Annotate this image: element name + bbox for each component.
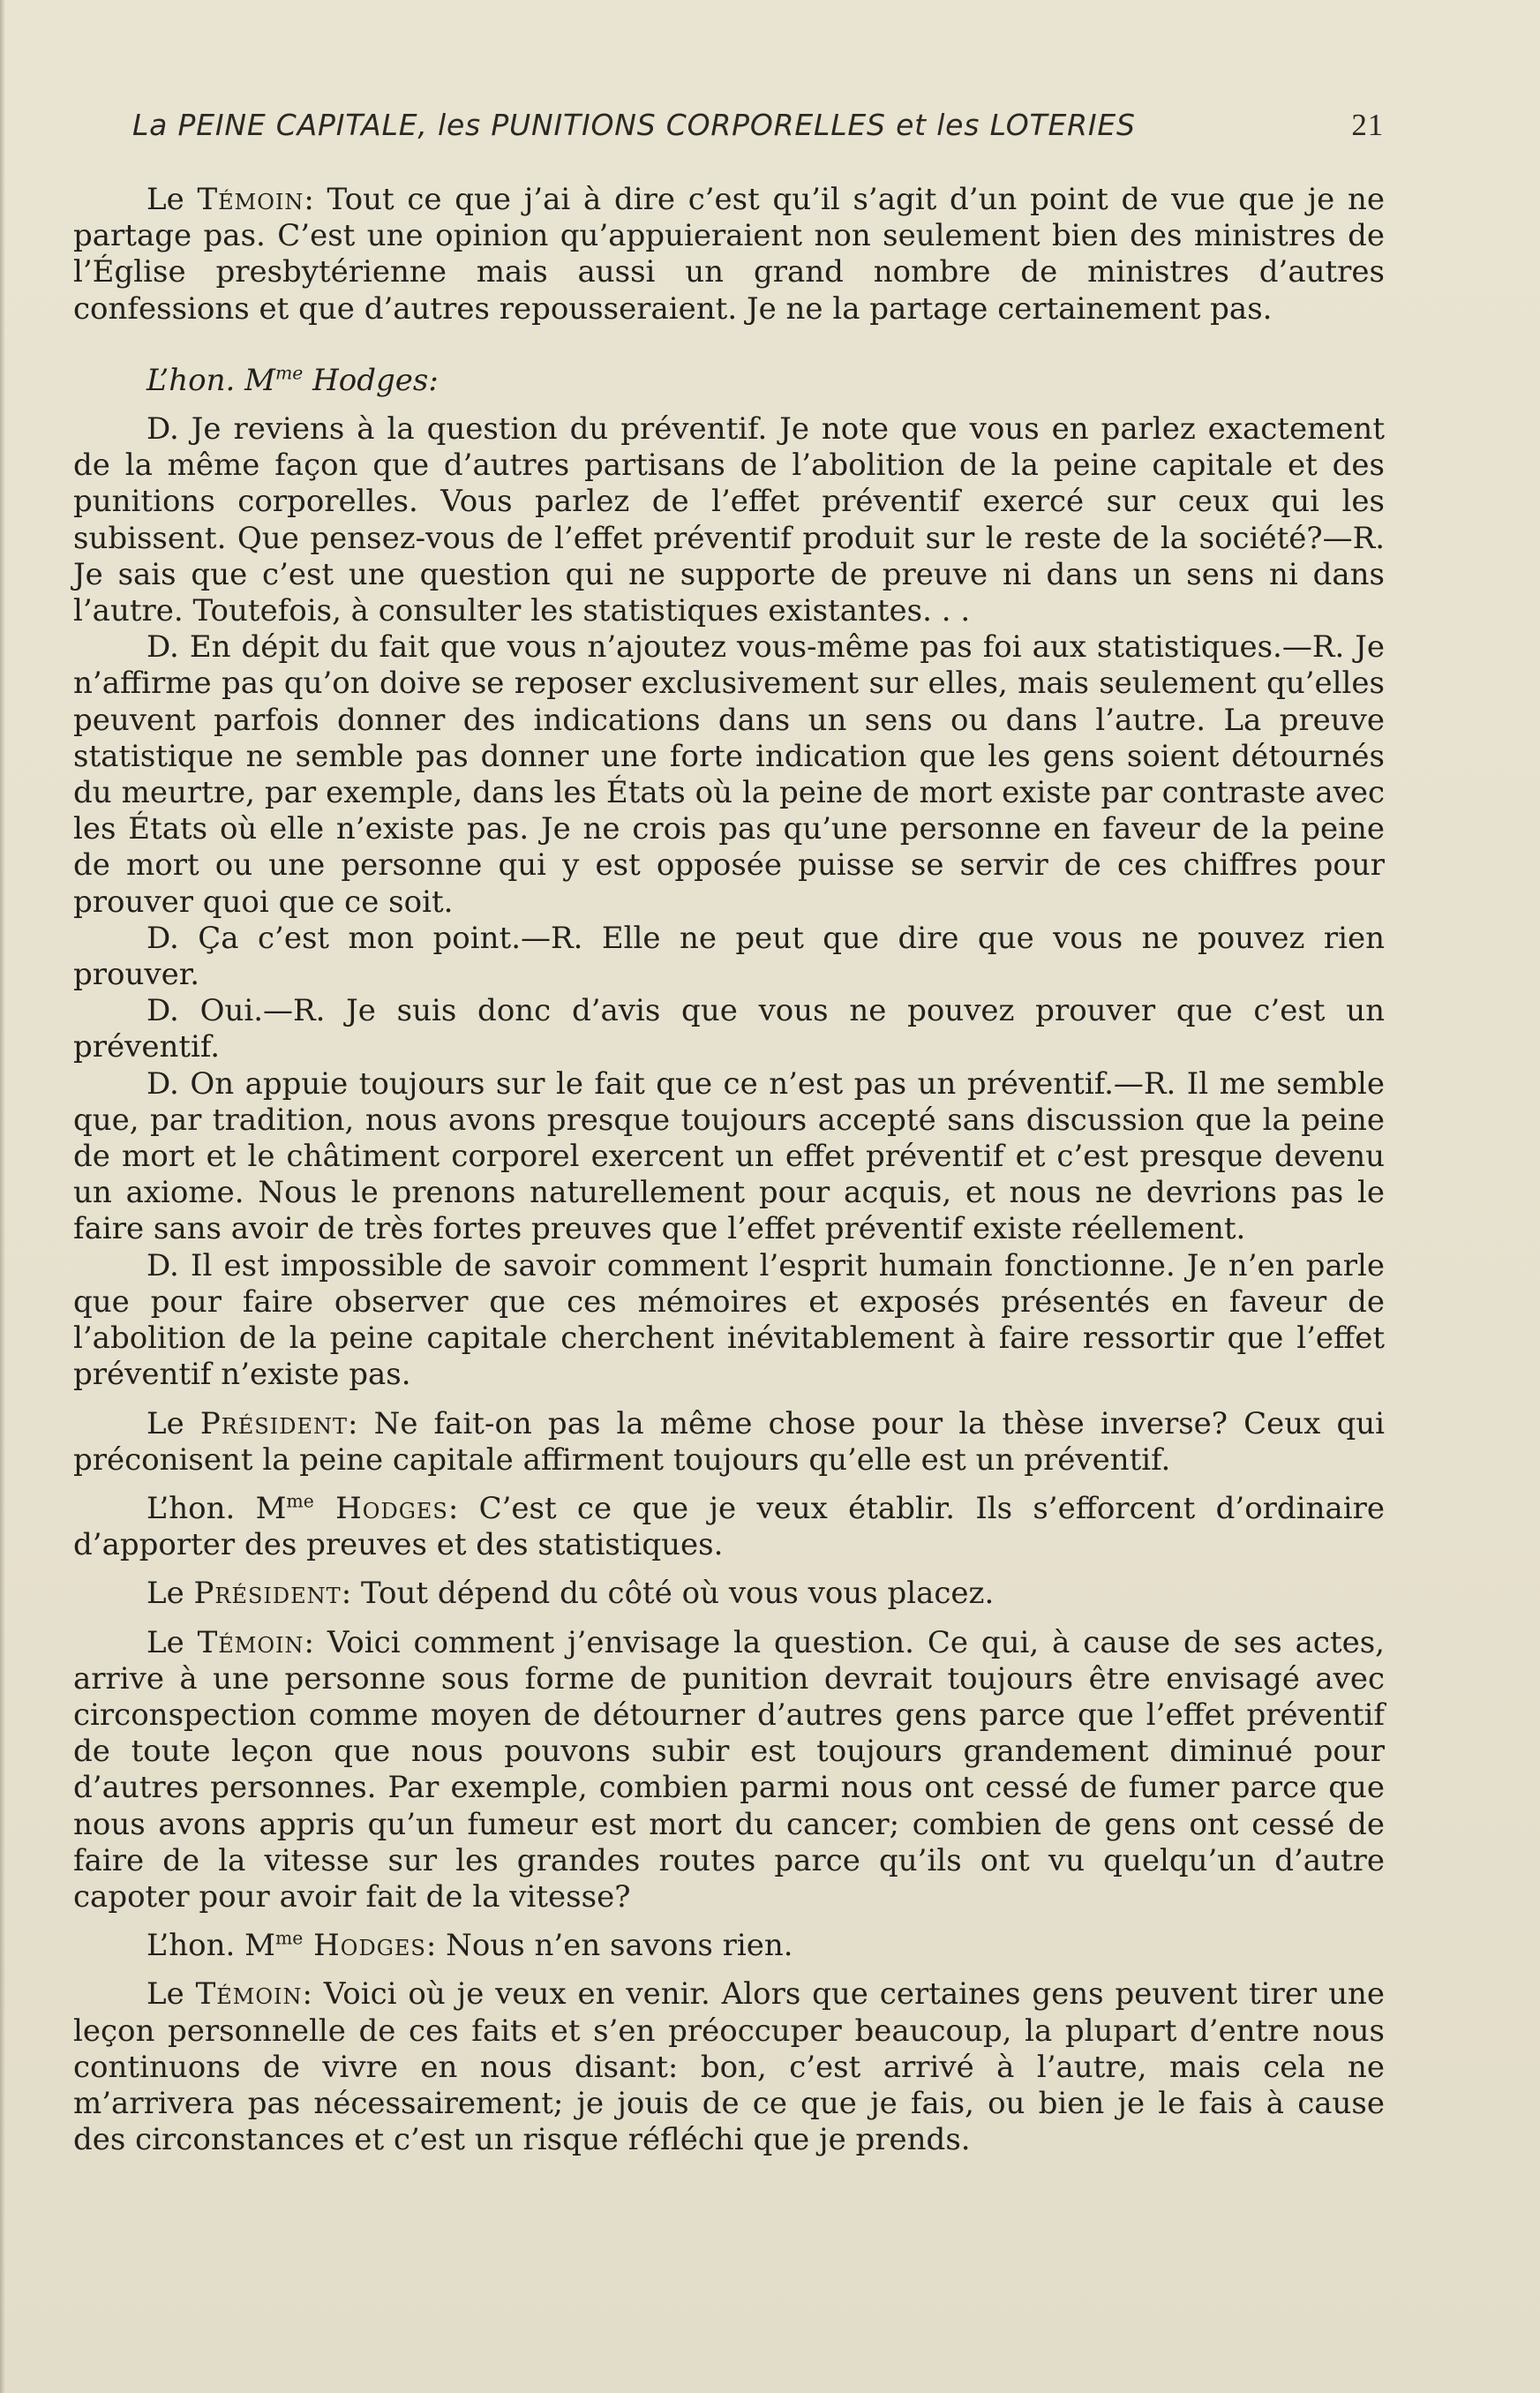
speaker-prefix: Le [146,1976,196,2013]
page-edge-shadow [0,0,5,2393]
running-header [132,108,1384,147]
header-title-les: les [427,108,492,142]
paragraph-temoin-2 [73,1625,1385,1916]
paragraph-text: : Nous n’en savons rien. [425,1928,793,1964]
paragraph-president-2 [73,1576,1385,1612]
speaker-name: Président [199,1405,348,1441]
speaker-sup: me [274,1927,304,1949]
paragraph-question-5: D. On appuie toujours sur le fait que ce n’est pas un préventif.—R. Il me semble que, par tradition, nous avons presque toujours accepté sans discussion que la peine de mort et le châtiment corporel exercent un effet préventif et c’est presque devenu un axiome. Nous le prenons naturellement pour acquis, et nous ne devrions pas le faire sans avoir de très fortes preuves que l’effet préventif existe réellement. [73,1065,1385,1247]
paragraph-president-1 [73,1406,1385,1479]
speaker-name: Président [193,1576,342,1612]
speaker-prefix: Le [146,1624,198,1660]
speaker-name: Témoin [197,182,304,217]
speaker-name: Hodges [303,1928,426,1964]
paragraph-text: : Tout ce que j’ai à dire c’est qu’il s’agit d’un point de vue que je ne partage pas. C’est une opinion qu’appuieraient non seulement bien des ministres de l’Église presbytérienne mais aussi un grand nombre de ministres d’autres confessions et que d’autres repousseraient. Je ne la partage certainement pas. [73,182,1385,327]
speaker-prefix: Le [146,182,198,217]
paragraph-question-6: D. Il est impossible de savoir comment l’esprit humain fonctionne. Je n’en parle que pour faire observer que ces mémoires et exposés présentés en faveur de l’abolition de la peine capitale cherchent inévitablement à faire ressortir que l’effet préventif n’existe pas. [73,1247,1385,1393]
paragraph-temoin-1 [73,182,1385,327]
header-title-loteries: LOTERIES [989,108,1136,142]
speaker-heading-sup: me [274,362,304,384]
header-title-la: La [132,108,178,142]
paragraph-text: : Ne fait-on pas la même chose pour la thèse inverse? Ceux qui préconisent la peine capitale affirment toujours qu’elle est un préventif. [73,1405,1385,1478]
header-title-peine-capitale: PEINE CAPITALE, [177,108,428,142]
paragraph-text: : Tout dépend du côté où vous vous placez. [341,1576,995,1612]
speaker-name: Hodges [313,1490,448,1526]
speaker-sup: me [286,1490,314,1512]
paragraph-hodges-2 [73,1928,1385,1964]
speaker-prefix: L’hon. M [146,1928,275,1964]
header-title-punitions: PUNITIONS CORPORELLES [491,108,886,142]
header-title-et-les: et les [885,108,990,142]
paragraph-hodges-1 [73,1491,1385,1563]
paragraph-question-1: D. Je reviens à la question du préventif. Je note que vous en parlez exactement de la même façon que d’autres partisans de l’abolition de la peine capitale et des punitions corporelles. Vous parlez de l’effet préventif exercé sur ceux qui les subissent. Que pensez-vous de l’effet préventif produit sur le reste de la société?—R. Je sais que c’est une question qui ne supporte de preuve ni dans un sens ni dans l’autre. Toutefois, à consulter les statistiques existantes. . . [73,411,1385,629]
paragraph-text: : Voici où je veux en venir. Alors que certaines gens peuvent tirer une leçon personnelle de ces faits et s’en préoccuper beaucoup, la plupart d’entre nous continuons de vivre en nous disant: bon, c’est arrivé à l’autre, mais cela ne m’arrivera pas nécessairement; je jouis de ce que je fais, ou bien je le fais à cause des circonstances et c’est un risque réfléchi que je prends. [73,1976,1385,2158]
speaker-prefix: Le [146,1405,200,1441]
speaker-heading-hodges [73,363,1385,399]
paragraph-temoin-3 [73,1976,1385,2158]
speaker-heading-post: Hodges: [303,362,439,398]
paragraph-question-3: D. Ça c’est mon point.—R. Elle ne peut que dire que vous ne pouvez rien prouver. [73,920,1385,993]
speaker-name: Témoin [197,1624,304,1660]
header-title [132,108,1136,142]
page-number: 21 [1351,108,1384,142]
paragraph-text: : C’est ce que je veux établir. Ils s’efforcent d’ordinaire d’apporter des preuves et des statistiques. [73,1490,1385,1563]
speaker-prefix: Le [146,1576,194,1612]
speaker-heading-pre: L’hon. M [146,362,275,398]
document-body [73,182,1385,2158]
speaker-prefix: L’hon. M [146,1490,287,1526]
paragraph-question-4: D. Oui.—R. Je suis donc d’avis que vous ne pouvez prouver que c’est un préventif. [73,993,1385,1065]
speaker-name: Témoin [195,1976,303,2013]
paragraph-question-2: D. En dépit du fait que vous n’ajoutez vous-même pas foi aux statistiques.—R. Je n’affirme pas qu’on doive se reposer exclusivement sur elles, mais seulement qu’elles peuvent parfois donner des indications dans un sens ou dans l’autre. La preuve statistique ne semble pas donner une forte indication que les gens soient détournés du meurtre, par exemple, dans les États où la peine de mort existe par contraste avec les États où elle n’existe pas. Je ne crois pas qu’une personne en faveur de la peine de mort ou une personne qui y est opposée puisse se servir de ces chiffres pour prouver quoi que ce soit. [73,629,1385,920]
paragraph-text: : Voici comment j’envisage la question. Ce qui, à cause de ses actes, arrive à une personne sous forme de punition devrait toujours être envisagé avec circonspection comme moyen de détourner d’autres gens parce que l’effet préventif de toute leçon que nous pouvons subir est toujours grandement diminué pour d’autres personnes. Par exemple, combien parmi nous ont cessé de fumer parce que nous avons appris qu’un fumeur est mort du cancer; combien de gens ont cessé de faire de la vitesse sur les grandes routes parce qu’ils ont vu quelqu’un d’autre capoter pour avoir fait de la vitesse? [73,1624,1385,1915]
